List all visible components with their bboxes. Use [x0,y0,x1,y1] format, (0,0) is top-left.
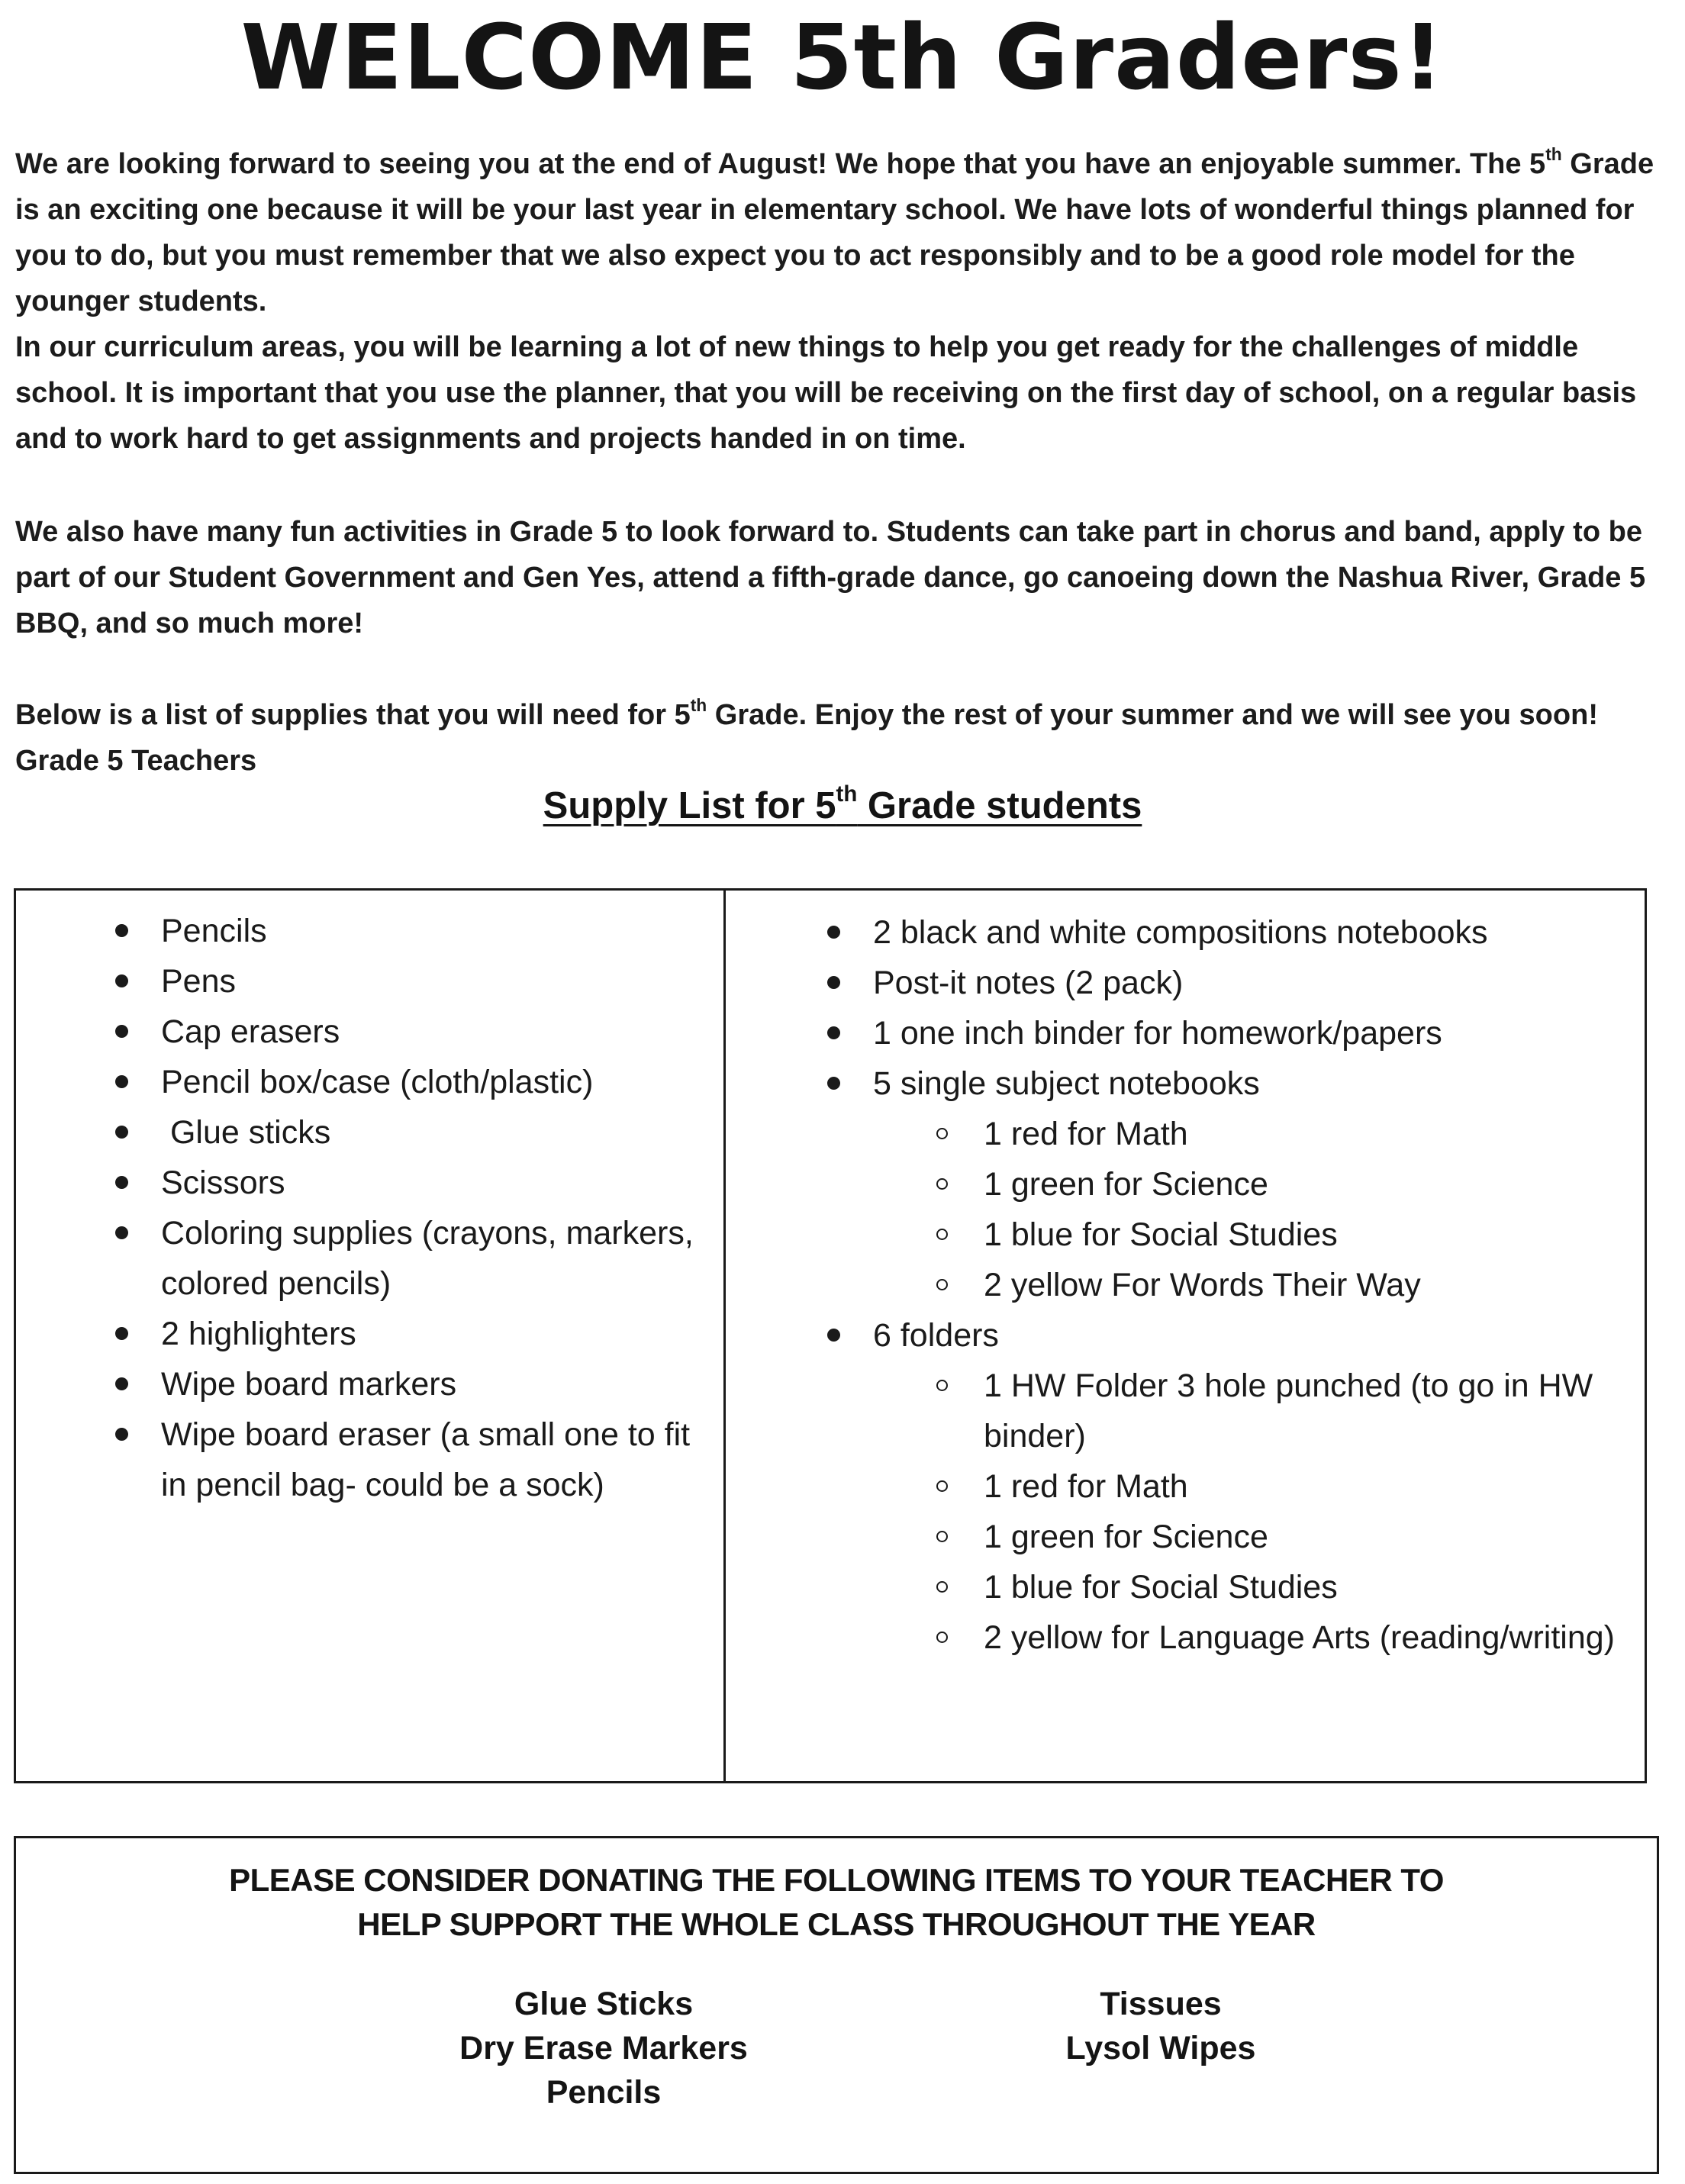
circle-bullet-icon [936,1581,948,1593]
circle-bullet-icon [936,1380,948,1391]
bullet-icon [115,1428,128,1441]
bullet-icon [827,1077,840,1090]
donation-item: Dry Erase Markers [459,2030,748,2066]
bullet-icon [115,1176,128,1189]
supply-list-right [873,907,1636,1663]
sub-list-item: 2 yellow For Words Their Way [984,1260,1636,1310]
list-item: Wipe board markers [161,1359,703,1409]
sub-list-item: 1 green for Science [984,1512,1636,1562]
bullet-icon [115,1075,128,1088]
donation-item: Lysol Wipes [1065,2030,1256,2066]
page-title: WELCOME 5th Graders! [240,5,1445,110]
circle-bullet-icon [936,1279,948,1290]
circle-bullet-icon [936,1632,948,1643]
list-item: Cap erasers [161,1007,703,1057]
sub-list-item: 1 red for Math [984,1109,1636,1159]
sub-list-item: 1 blue for Social Studies [984,1210,1636,1260]
bullet-icon [115,1226,128,1239]
list-item: Pencil box/case (cloth/plastic) [161,1057,703,1107]
bullet-icon [827,1026,840,1039]
list-item: Wipe board eraser (a small one to fit in pencil bag- could be a sock) [161,1409,703,1510]
signature: Grade 5 Teachers [15,745,257,777]
list-item: Coloring supplies (crayons, markers, colored pencils) [161,1208,703,1309]
bullet-icon [827,976,840,989]
circle-bullet-icon [936,1178,948,1190]
bullet-icon [115,974,128,987]
donation-items-left [443,1982,764,2115]
bullet-icon [115,924,128,937]
sub-list-item: 1 HW Folder 3 hole punched (to go in HW binder) [984,1361,1636,1461]
donation-heading: PLEASE CONSIDER DONATING THE FOLLOWING ITEMS TO YOUR TEACHER TO HELP SUPPORT THE WHOLE CLASS THROUGHOUT THE YEAR [229,1862,1444,1942]
column-divider [723,891,726,1781]
list-item: Pens [161,956,703,1007]
bullet-icon [827,1329,840,1342]
bullet-icon [827,926,840,939]
list-item: 5 single subject notebooks [873,1058,1636,1109]
donation-item: Glue Sticks [514,1986,694,2022]
sub-list-item: 1 green for Science [984,1159,1636,1210]
supply-list-left [161,906,703,1510]
list-item: 6 folders [873,1310,1636,1361]
bullet-icon [115,1025,128,1038]
list-item: Post-it notes (2 pack) [873,958,1636,1008]
list-item: Scissors [161,1158,703,1208]
list-item: 1 one inch binder for homework/papers [873,1008,1636,1058]
donation-item: Pencils [546,2074,662,2111]
donation-item: Tissues [1100,1986,1222,2022]
bullet-icon [115,1327,128,1340]
bullet-icon [115,1126,128,1139]
sub-list-item: 1 blue for Social Studies [984,1562,1636,1612]
donation-items-right [993,1982,1329,2070]
supply-list-table [14,888,1647,1783]
circle-bullet-icon [936,1128,948,1139]
intro-paragraph-3: We also have many fun activities in Grade 5 to look forward to. Students can take part in chorus and band, apply to be part of our Student Government and Gen Yes, attend a fifth-grade dance, go canoeing down the Nashua River, Grade 5 BBQ, and so much more! [15,516,1646,639]
list-item: Glue sticks [161,1107,703,1158]
circle-bullet-icon [936,1531,948,1542]
intro-paragraph-2: In our curriculum areas, you will be learning a lot of new things to help you get ready for the challenges of middle school. It is important that you use the planner, that you will be receiving on the first day of school, on a regular basis and to work hard to get assignments and projects handed in on time. [15,331,1637,455]
donation-box [14,1836,1659,2174]
circle-bullet-icon [936,1480,948,1492]
bullet-icon [115,1377,128,1390]
list-item: 2 highlighters [161,1309,703,1359]
sub-list-item: 2 yellow for Language Arts (reading/writing) [984,1612,1636,1663]
sub-list-item: 1 red for Math [984,1461,1636,1512]
intro-paragraph-4: Below is a list of supplies that you will need for 5th Grade. Enjoy the rest of your summer and we will see you soon! Grade 5 Teachers [15,694,1598,777]
circle-bullet-icon [936,1229,948,1240]
list-item: 2 black and white compositions notebooks [873,907,1636,958]
list-item: Pencils [161,906,703,956]
intro-paragraph-1: We are looking forward to seeing you at the end of August! We hope that you have an enjoyable summer. The 5th Grade is an exciting one because it will be your last year in elementary school. We have lots of wonderful things planned for you to do, but you must remember that we also expect you to act responsibly and to be a good role model for the younger students. [15,143,1654,317]
supply-list-title: Supply List for 5th Grade students [543,781,1142,826]
